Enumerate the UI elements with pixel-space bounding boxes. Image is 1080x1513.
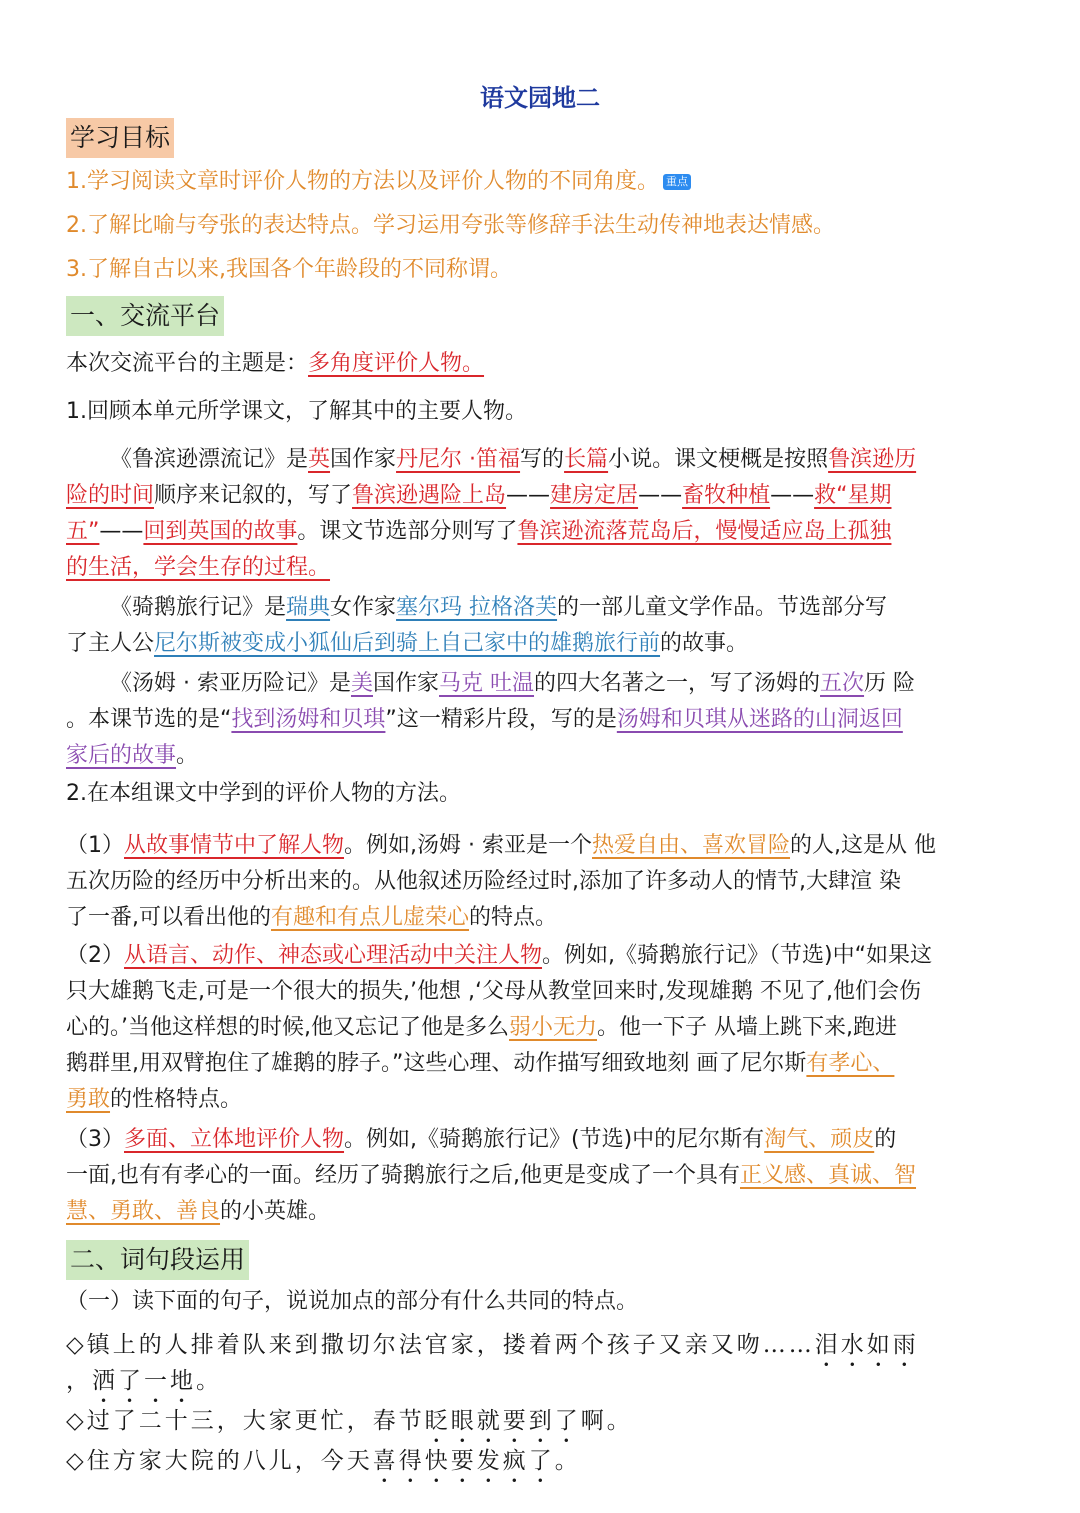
highlight: 有孝心、	[806, 1051, 895, 1076]
text: ◇镇上的人排着队来到撒切尔法官家，搂着两个孩子又亲又吻……	[66, 1332, 815, 1358]
highlight: 瑞典	[286, 595, 331, 620]
highlight: 有趣和有点儿虚荣心	[271, 905, 470, 930]
highlight: 淘气、顽皮	[764, 1127, 875, 1152]
highlight: 回到英国的故事	[143, 519, 298, 544]
highlight: 从故事情节中了解人物	[124, 833, 345, 858]
sentence-line	[66, 1442, 1014, 1488]
text: 《骑鹅旅行记》是	[110, 595, 287, 620]
section1-heading: 一、交流平台	[66, 296, 224, 336]
text: 。	[554, 1448, 581, 1474]
text: 。例如,汤姆 · 索亚是一个	[344, 833, 592, 858]
text: 小说。课文梗概是按照	[608, 447, 829, 472]
text: 。例如,《骑鹅旅行记》（节选)中“如果这	[542, 943, 932, 968]
text: 的一部儿童文学作品。节选部分写	[557, 595, 888, 620]
highlight: 正义感、真诚、智	[740, 1163, 917, 1188]
highlight: 五次	[820, 671, 865, 696]
text: 。例如,《骑鹅旅行记》(节选)中的尼尔斯有	[344, 1127, 765, 1152]
question-1: 1.回顾本单元所学课文，了解其中的主要人物。	[66, 399, 527, 424]
text: 女作家	[330, 595, 397, 620]
text: （3）	[66, 1127, 124, 1152]
paragraph-line	[66, 514, 1014, 550]
text: 鹅群里,用双臂抱住了雄鹅的脖子。”这些心理、动作描写细致地刻 画了尼尔斯	[66, 1051, 807, 1076]
highlight: 鲁滨逊历	[828, 447, 917, 472]
text: 了一番,可以看出他的	[66, 905, 271, 930]
text: 历 险	[864, 671, 916, 696]
paragraph-line	[66, 478, 1014, 514]
dotted-phrase: 泪水如雨	[814, 1332, 919, 1358]
text: ——	[99, 519, 144, 544]
text: 的	[874, 1127, 897, 1152]
paragraph-line	[66, 666, 1014, 702]
theme-line	[66, 346, 1014, 382]
text: ——	[638, 483, 683, 508]
highlight: 畜牧种植	[682, 483, 771, 508]
theme-prefix: 本次交流平台的主题是：	[66, 351, 309, 376]
text: 《汤姆 · 索亚历险记》是	[110, 671, 351, 696]
paragraph-line	[66, 1122, 1014, 1158]
paragraph-line	[66, 1010, 1014, 1046]
highlight: 美	[350, 671, 373, 696]
paragraph-line	[66, 442, 1014, 478]
highlight: 丹尼尔 ·笛福	[396, 447, 521, 472]
doc-title: 语文园地二	[480, 84, 600, 112]
paragraph-line	[66, 900, 1014, 936]
highlight: 多面、立体地评价人物	[124, 1127, 345, 1152]
paragraph-line: 只大雄鹅飞走,可是一个很大的损失,’他想 ,‘父母从教堂回来时,发现雄鹅 不见了,他们会伤	[66, 979, 921, 1004]
paragraph-line	[66, 828, 1014, 864]
key-point-badge: 重点	[663, 174, 691, 190]
paragraph-line	[66, 550, 1014, 586]
text: 的性格特点。	[110, 1087, 243, 1112]
highlight: 慧、勇敢、善良	[66, 1199, 221, 1224]
highlight: 马克 吐温	[439, 671, 535, 696]
text: （2）	[66, 943, 124, 968]
highlight: 长篇	[564, 447, 609, 472]
dotted-phrase: 眨眼就要到了	[424, 1408, 581, 1434]
text: 的特点。	[469, 905, 558, 930]
highlight: 塞尔玛 拉格洛芙	[396, 595, 558, 620]
goal-item-3: 3.了解自古以来,我国各个年龄段的不同称谓。	[66, 257, 512, 282]
text: 国作家	[330, 447, 397, 472]
highlight: 鲁滨逊遇险上岛	[352, 483, 507, 508]
paragraph-line	[66, 1158, 1014, 1194]
text: ——	[770, 483, 815, 508]
text: 《鲁滨逊漂流记》是	[110, 447, 309, 472]
paragraph-line	[66, 626, 1014, 662]
highlight: 汤姆和贝琪从迷路的山洞返回	[616, 707, 903, 732]
task-line: （一）读下面的句子，说说加点的部分有什么共同的特点。	[66, 1289, 639, 1314]
highlight: 弱小无力	[509, 1015, 598, 1040]
goal-item-2: 2.了解比喻与夸张的表达特点。学习运用夸张等修辞手法生动传神地表达情感。	[66, 213, 835, 238]
highlight: 从语言、动作、神态或心理活动中关注人物	[124, 943, 543, 968]
text: ，	[66, 1368, 92, 1394]
paragraph-line	[66, 1194, 1014, 1230]
text: ◇过了二十三，大家更忙，春节	[66, 1408, 425, 1434]
text: 心的。’当他这样想的时候,他又忘记了他是多么	[66, 1015, 509, 1040]
goal-item-1	[66, 164, 1014, 200]
dotted-phrase: 洒了一地	[92, 1368, 196, 1394]
highlight: 鲁滨逊流落荒岛后，慢慢适应岛上孤独	[517, 519, 892, 544]
paragraph-line	[66, 702, 1014, 738]
highlight: 热爱自由、喜欢冒险	[592, 833, 791, 858]
goal-text: 1.学习阅读文章时评价人物的方法以及评价人物的不同角度。	[66, 169, 659, 194]
paragraph-line	[66, 938, 1014, 974]
highlight: 尼尔斯被变成小狐仙后到骑上自己家中的雄鹅旅行前	[154, 631, 661, 656]
text: 。	[176, 743, 199, 768]
highlight: 勇敢	[66, 1087, 111, 1112]
highlight: 五”	[66, 519, 100, 544]
paragraph-line	[66, 1046, 1014, 1082]
goals-heading: 学习目标	[66, 118, 174, 158]
text: 顺序来记叙的，写了	[154, 483, 353, 508]
section2-heading: 二、词句段运用	[66, 1240, 249, 1280]
text: 了主人公	[66, 631, 155, 656]
highlight: 家后的故事	[66, 743, 177, 768]
paragraph-line	[66, 738, 1014, 774]
paragraph-line: 五次历险的经历中分析出来的。从他叙述历险经过时,添加了许多动人的情节,大肆渲 染	[66, 869, 901, 894]
text: 啊。	[580, 1408, 633, 1434]
text: 的四大名著之一，写了汤姆的	[534, 671, 821, 696]
text: 一面,也有有孝心的一面。经历了骑鹅旅行之后,他更是变成了一个具有	[66, 1163, 740, 1188]
paragraph-line	[66, 1082, 1014, 1118]
highlight: 救“星期	[814, 483, 892, 508]
text: 的小英雄。	[220, 1199, 331, 1224]
theme-value: 多角度评价人物。	[308, 351, 485, 376]
text: 。他一下子 从墙上跳下来,跑进	[597, 1015, 898, 1040]
text: 的故事。	[660, 631, 749, 656]
text: 。课文节选部分则写了	[297, 519, 518, 544]
text: 。本课节选的是“	[66, 707, 232, 732]
text: ——	[506, 483, 551, 508]
highlight: 的生活，学会生存的过程。	[66, 555, 331, 580]
highlight: 找到汤姆和贝琪	[231, 707, 386, 732]
dotted-phrase: 喜得快要发疯了	[372, 1448, 555, 1474]
highlight: 英	[308, 447, 331, 472]
question-2: 2.在本组课文中学到的评价人物的方法。	[66, 781, 461, 806]
text: ”这一精彩片段，写的是	[385, 707, 617, 732]
text: （1）	[66, 833, 124, 858]
text: 的人,这是从 他	[790, 833, 937, 858]
text: 。	[196, 1368, 222, 1394]
highlight: 险的时间	[66, 483, 155, 508]
text: ◇住方家大院的八儿，今天	[66, 1448, 373, 1474]
text: 写的	[520, 447, 565, 472]
paragraph-line	[66, 590, 1014, 626]
highlight: 建房定居	[550, 483, 639, 508]
text: 国作家	[373, 671, 440, 696]
